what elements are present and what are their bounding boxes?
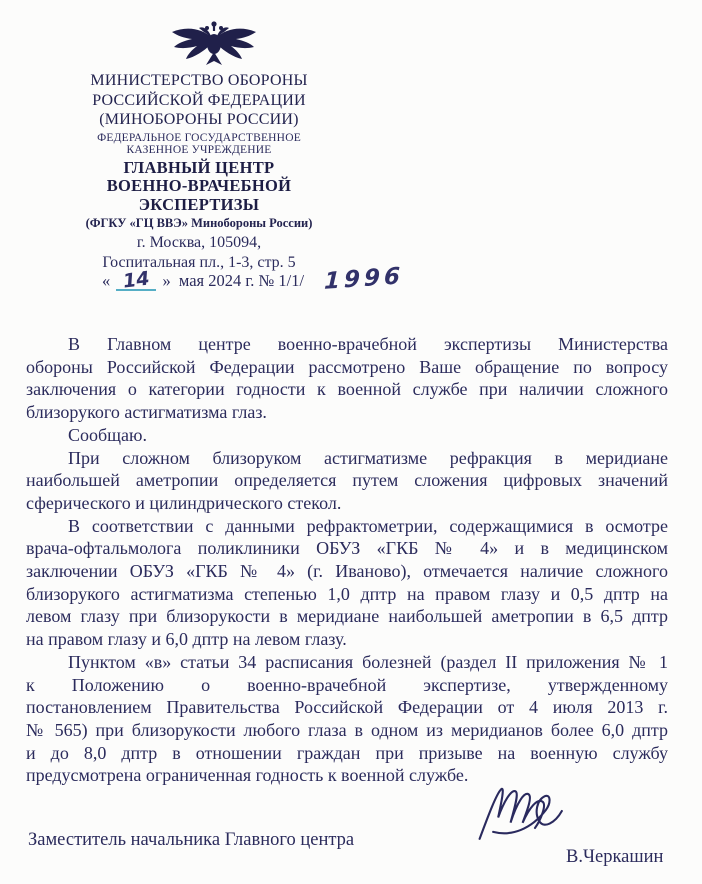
signature-flourish-icon bbox=[470, 777, 570, 852]
body-line: сферического и цилиндрического стекол. bbox=[26, 492, 342, 513]
address-line: г. Москва, 105094, bbox=[136, 234, 262, 251]
close-quote: » bbox=[162, 271, 171, 290]
body-paragraph bbox=[26, 515, 668, 651]
institution-type-line: КАЗЕННОЕ УЧРЕЖДЕНИЕ bbox=[126, 144, 272, 156]
handwritten-day-slot bbox=[116, 267, 156, 293]
body-line: В соответствии с данными рефрактометрии, содержащимися в осмотре bbox=[68, 515, 668, 536]
signatory-name: В.Черкашин bbox=[566, 847, 664, 867]
body-paragraph bbox=[26, 447, 668, 515]
center-name-line: ЭКСПЕРТИЗЫ bbox=[138, 194, 260, 214]
body-line: № 565) при близорукости любого глаза в одном из меридианов более 6,0 дптр bbox=[26, 719, 668, 740]
letterhead bbox=[8, 20, 390, 272]
body-line: предусмотрена ограниченная годность к военной службе. bbox=[26, 765, 469, 786]
body-line: врача-офтальмолога поликлиники ОБУЗ «ГКБ № 4» и в медицинском bbox=[26, 538, 668, 559]
date-text: мая 2024 г. № 1/1/ bbox=[178, 271, 305, 290]
fgku-line: (ФГКУ «ГЦ ВВЭ» Минобороны России) bbox=[85, 216, 313, 230]
handwritten-number: 1996 bbox=[323, 263, 405, 295]
body-line: на правом глазу и 6,0 дптр на левом глазу. bbox=[26, 629, 347, 650]
center-name-line: ГЛАВНЫЙ ЦЕНТР bbox=[123, 157, 275, 177]
org-name-line: (МИНОБОРОНЫ РОССИИ) bbox=[99, 111, 299, 128]
date-line bbox=[102, 263, 405, 295]
body-line: заключении ОБУЗ «ГКБ № 4» (г. Иваново), отмечается наличие сложного bbox=[26, 561, 668, 582]
handwritten-day: 14 bbox=[121, 267, 151, 293]
body-line: постановлением Правительства Российской Федерации от 4 июля 2013 г. bbox=[26, 697, 668, 718]
institution-type-line: ФЕДЕРАЛЬНОЕ ГОСУДАРСТВЕННОЕ bbox=[97, 131, 301, 144]
body-paragraph bbox=[26, 333, 668, 424]
body-line: Пунктом «в» статьи 34 расписания болезней (раздел II приложения № 1 bbox=[68, 651, 668, 672]
body-paragraph bbox=[26, 651, 668, 787]
body-line: Сообщаю. bbox=[68, 424, 147, 445]
body-line: При сложном близоруком астигматизме рефракция в меридиане bbox=[68, 447, 668, 468]
body-line: к Положению о военно-врачебной экспертизе, утвержденному bbox=[26, 674, 668, 695]
body-line: близорукого астигматизма глаз. bbox=[26, 402, 267, 423]
body-paragraph bbox=[26, 424, 668, 447]
body-line: заключения о категории годности к военной службе при наличии сложного bbox=[26, 379, 668, 400]
ministry-emblem-icon bbox=[38, 20, 390, 67]
org-name-line: РОССИЙСКОЙ ФЕДЕРАЦИИ bbox=[92, 91, 306, 109]
body-line: и до 8,0 дптр в отношении граждан при призыве на военную службу bbox=[26, 742, 668, 763]
body-line: обороны Российской Федерации рассмотрено Ваше обращение по вопросу bbox=[26, 356, 668, 377]
signatory-title: Заместитель начальника Главного центра bbox=[28, 830, 355, 850]
body-line: наибольшей аметропии определяется путем сложения цифровых значений bbox=[26, 470, 668, 491]
body-line: левом глазу при близорукости в меридиане наибольшей аметропии в 6,5 дптр bbox=[26, 606, 668, 627]
open-quote: « bbox=[102, 271, 111, 290]
address-line: Госпитальная пл., 1-3, стр. 5 bbox=[102, 253, 296, 271]
center-name-line: ВОЕННО-ВРАЧЕБНОЙ bbox=[106, 176, 292, 195]
body-line: близорукого астигматизма степенью 1,0 дптр на правом глазу и 0,5 дптр на bbox=[26, 583, 668, 604]
org-name-line: МИНИСТЕРСТВО ОБОРОНЫ bbox=[90, 72, 308, 89]
body-line: В Главном центре военно-врачебной экспертизы Министерства bbox=[68, 334, 668, 354]
letter-body bbox=[26, 333, 668, 787]
